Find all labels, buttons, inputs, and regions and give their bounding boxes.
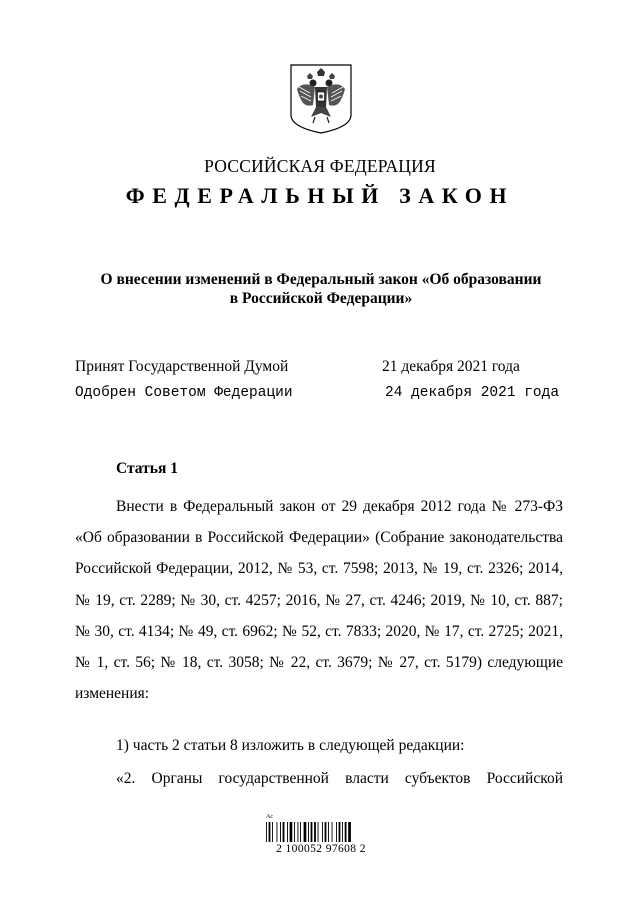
coat-of-arms-icon: [289, 63, 353, 135]
article-paragraph: [75, 491, 563, 709]
law-subject: [60, 270, 582, 308]
document-type-title: ФЕДЕРАЛЬНЫЙ ЗАКОН: [125, 183, 515, 208]
article-item-1: 1) часть 2 статьи 8 изложить в следующей редакции:: [116, 737, 465, 754]
adoption-label: Принят Государственной Думой: [75, 358, 289, 375]
adoption-date: 24 декабря 2021 года: [385, 385, 560, 401]
country-name: РОССИЙСКАЯ ФЕДЕРАЦИЯ: [204, 156, 436, 176]
adoption-date: 21 декабря 2021 года: [382, 358, 520, 375]
article-paragraph-text: Внести в Федеральный закон от 29 декабря 2012 года № 273-ФЗ «Об образовании в Российской Федерации» (Собрание законодательства Российской Федерации, 2012, № 53, ст. 7598; 2013, № 19, ст. 2326; 2014, № 19, ст. 2289; № 30, ст. 4257; 2016, № 27, ст. 4246; 2019, № 10, ст. 887; № 30, ст. 4134; № 49, ст. 6962; № 52, ст. 7833; 2020, № 17, ст. 2725; 2021, № 1, ст. 56; № 18, ст. 3058; № 22, ст. 3679; № 27, ст. 5179) следующие изменения:: [75, 498, 563, 703]
law-subject-line2: в Российской Федерации»: [229, 290, 413, 307]
article-heading: Статья 1: [116, 460, 178, 477]
law-subject-line1: О внесении изменений в Федеральный закон «Об образовании: [100, 271, 542, 288]
article-item-1-text: «2. Органы государственной власти субъектов Российской: [116, 770, 563, 787]
barcode-number: 2 100052 97608 2: [276, 843, 366, 855]
svg-text:Ac: Ac: [266, 814, 273, 820]
adoption-label: Одобрен Советом Федерации: [75, 385, 293, 401]
